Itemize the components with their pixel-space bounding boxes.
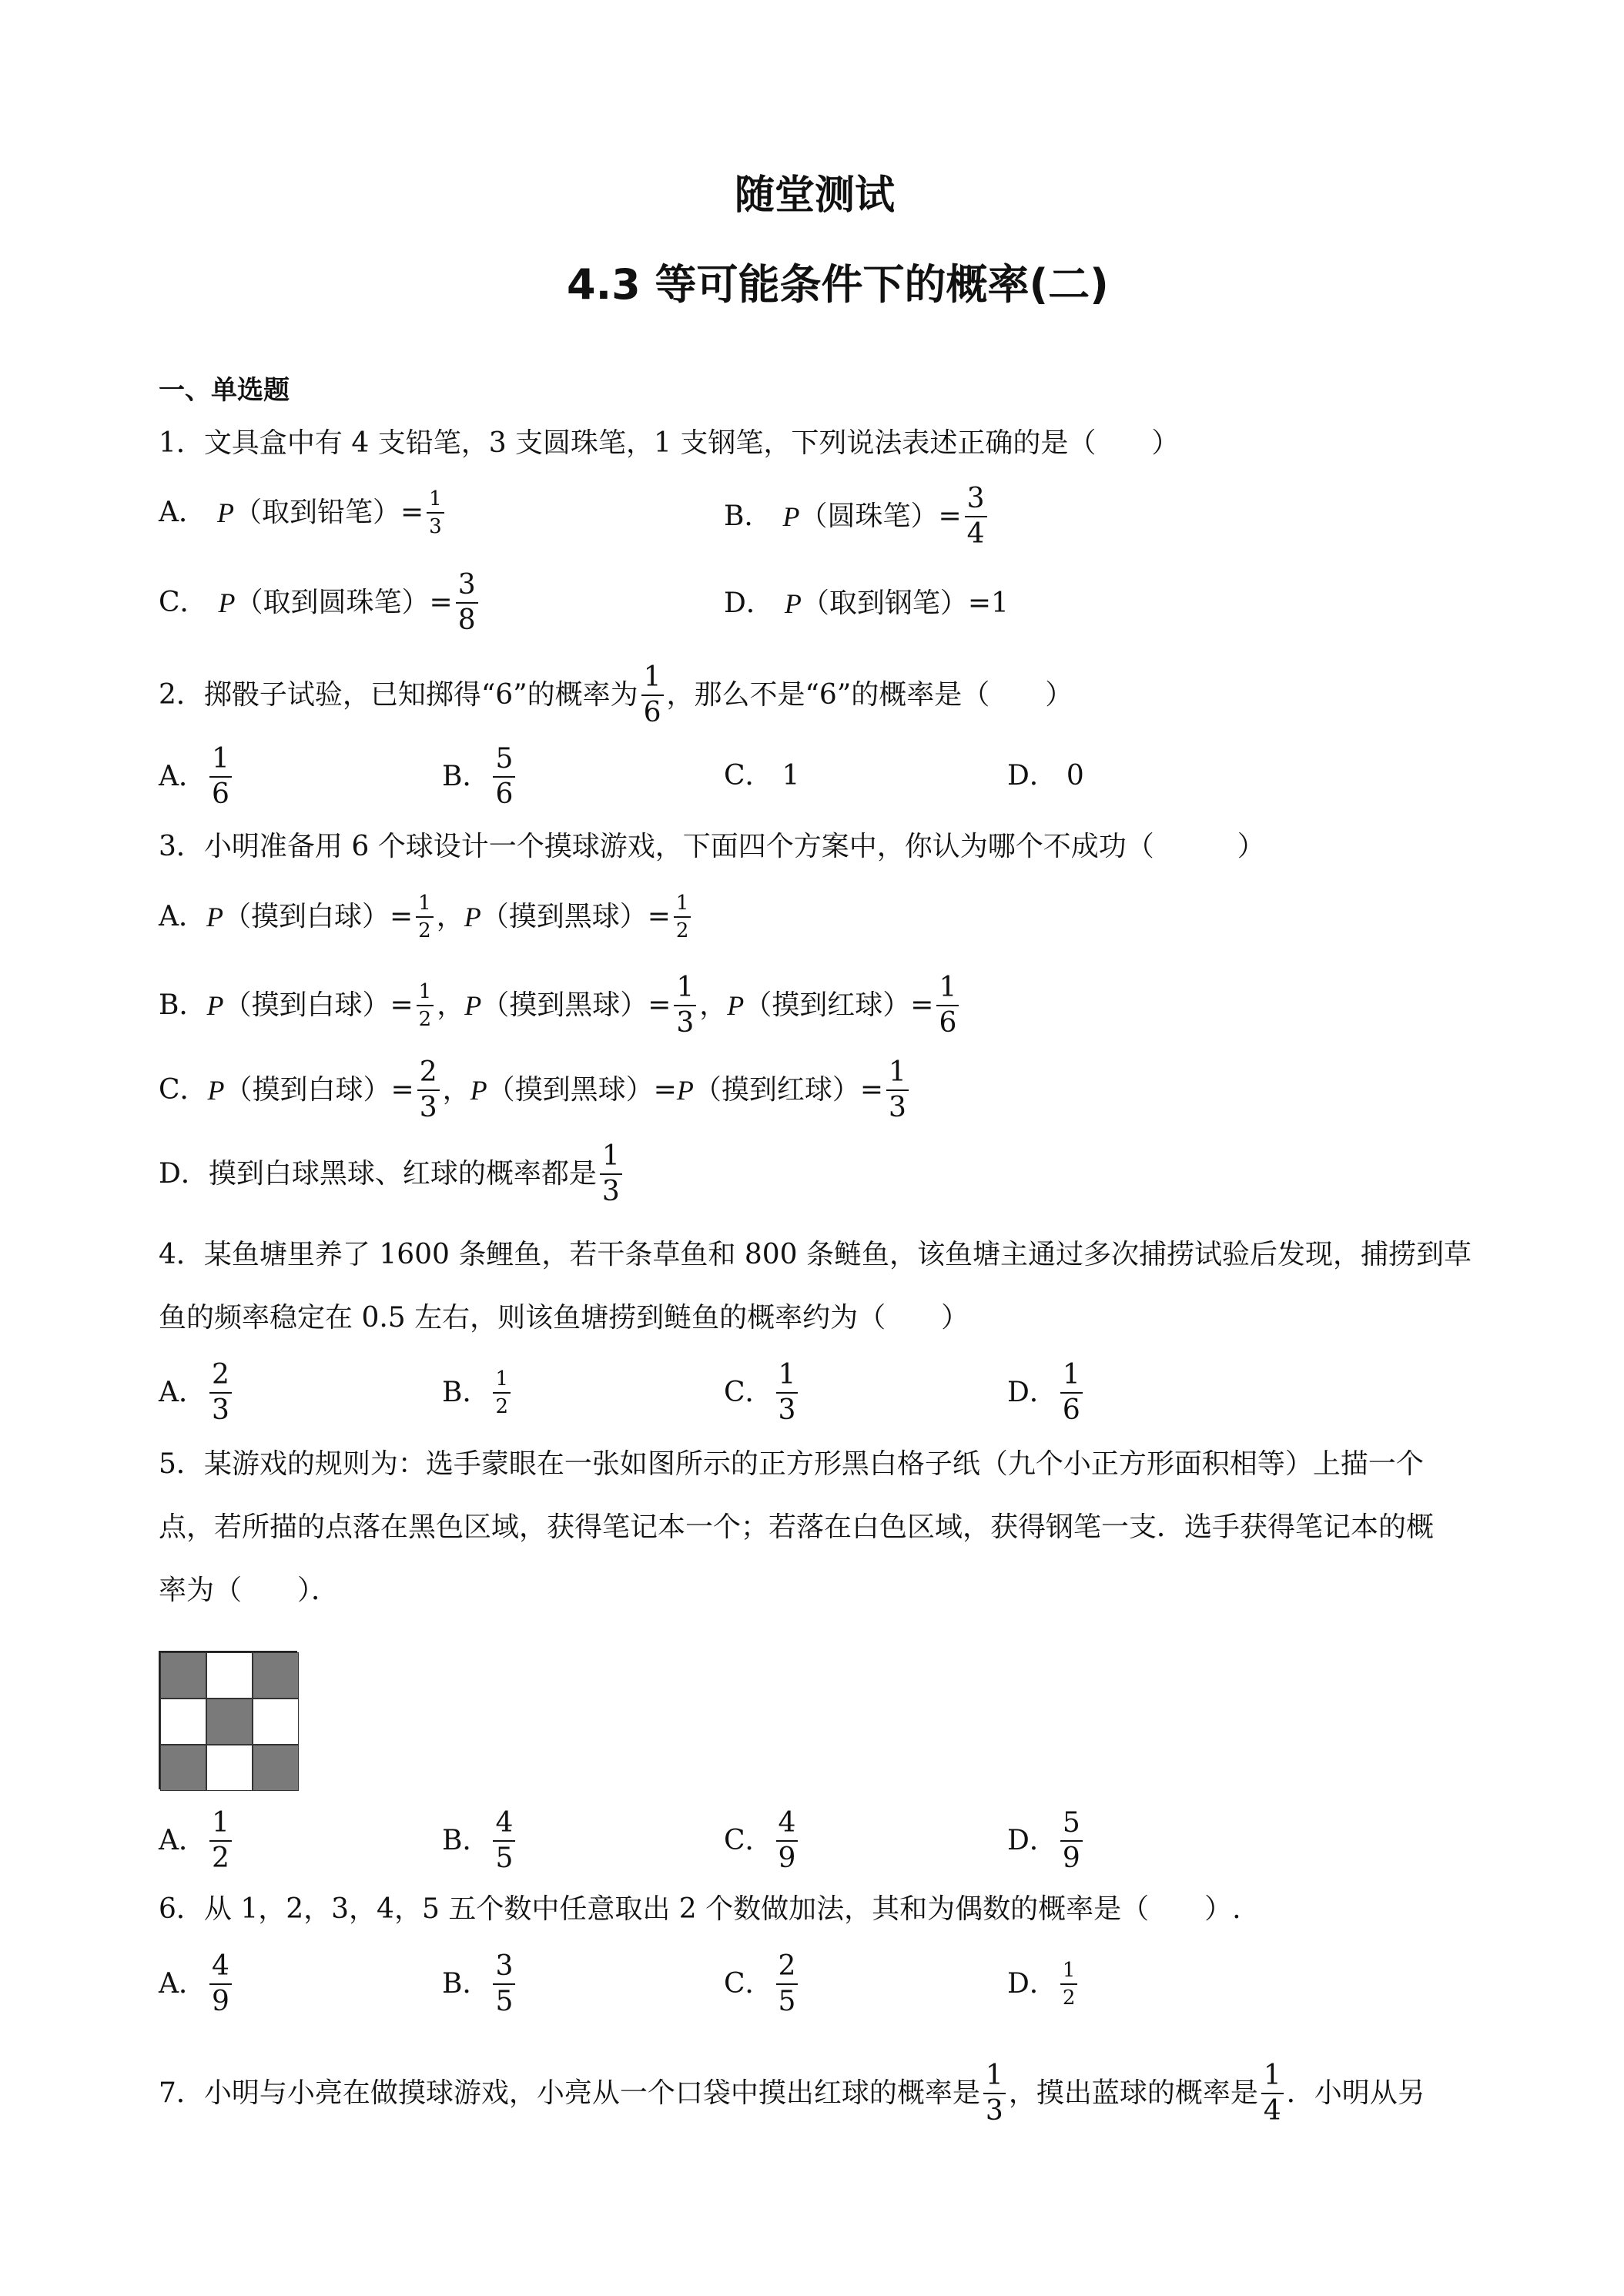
denominator: 3 — [600, 1173, 622, 1206]
fraction — [456, 571, 478, 634]
denominator: 2 — [674, 916, 691, 941]
fraction — [417, 982, 434, 1029]
dark-cell — [253, 1652, 299, 1699]
fraction — [493, 1809, 515, 1873]
prob-symbol: P — [218, 587, 236, 618]
fraction — [641, 661, 664, 728]
option-text: （取到钢笔）=1 — [801, 587, 1009, 619]
option-label: D． — [1007, 760, 1057, 792]
question-5-stem-line2: 点，若所描的点落在黑色区域，获得笔记本一个；若落在白色区域，获得钢笔一支．选手获得笔记本的概 — [159, 1511, 1435, 1543]
fraction — [427, 489, 444, 537]
q4-option-c[interactable] — [724, 1361, 801, 1424]
option-text: （摸到红球）= — [693, 1074, 883, 1106]
option-label: A． — [159, 497, 206, 528]
prob-symbol: P — [727, 990, 745, 1021]
light-cell — [206, 1745, 253, 1791]
numerator: 4 — [778, 1807, 796, 1839]
option-text: （摸到白球）= — [224, 1074, 414, 1106]
option-text: （取到铅笔）= — [234, 497, 424, 528]
option-text: （摸到白球）= — [223, 901, 414, 932]
q5-option-c[interactable] — [724, 1809, 801, 1873]
fraction — [886, 1056, 909, 1123]
q4-option-b[interactable] — [442, 1369, 514, 1417]
q3-option-a[interactable] — [159, 893, 694, 941]
option-label: D． — [159, 1158, 209, 1190]
q1-option-c[interactable] — [159, 571, 481, 634]
fraction — [1060, 1361, 1083, 1424]
fraction — [493, 1369, 511, 1417]
numerator: 1 — [1062, 1959, 1076, 1982]
option-label: D． — [724, 587, 774, 619]
dark-cell — [160, 1652, 206, 1699]
q6-option-c[interactable] — [724, 1950, 801, 2017]
numerator: 1 — [212, 743, 229, 775]
q5-option-b[interactable] — [442, 1809, 518, 1873]
numerator: 3 — [495, 1950, 514, 1982]
denominator: 6 — [936, 1005, 959, 1037]
fraction — [936, 974, 959, 1037]
option-label: A． — [159, 901, 206, 932]
stem-text: ．小明从另 — [1286, 2077, 1425, 2109]
option-label: B． — [724, 500, 772, 532]
q2-option-d[interactable] — [1007, 762, 1084, 790]
question-4-stem-line2: 鱼的频率稳定在 0.5 左右，则该鱼塘捞到鲢鱼的概率约为（ ） — [159, 1302, 969, 1334]
numerator: 3 — [457, 569, 476, 601]
fraction — [1261, 2062, 1284, 2125]
q2-option-b[interactable] — [442, 745, 518, 808]
denominator: 3 — [674, 1005, 696, 1037]
denominator: 3 — [427, 512, 444, 537]
denominator: 4 — [965, 516, 987, 548]
fraction — [1060, 1960, 1078, 2008]
prob-symbol: P — [206, 902, 223, 932]
denominator: 2 — [1060, 1983, 1078, 2008]
prob-symbol: P — [206, 990, 224, 1021]
question-6-stem: 6．从 1，2，3，4，5 五个数中任意取出 2 个数做加法，其和为偶数的概率是（ ）. — [159, 1893, 1241, 1925]
option-label: B． — [442, 1825, 491, 1856]
numerator: 1 — [601, 1140, 620, 1172]
question-2-stem — [159, 661, 1073, 728]
fraction — [983, 2062, 1006, 2125]
option-text: （摸到黑球）= — [481, 989, 671, 1021]
denominator: 3 — [776, 1392, 799, 1424]
numerator: 1 — [985, 2060, 1003, 2091]
option-label: A． — [159, 1968, 206, 2000]
denominator: 3 — [209, 1392, 232, 1424]
page-title: 随堂测试 — [735, 172, 896, 219]
option-label: C． — [159, 587, 208, 618]
option-label: D． — [1007, 1825, 1057, 1856]
fraction — [209, 1361, 232, 1424]
denominator: 5 — [493, 1983, 515, 2016]
option-text: （摸到黑球）= — [481, 901, 671, 932]
fraction — [776, 1361, 799, 1424]
denominator: 9 — [209, 1983, 232, 2016]
q2-option-c[interactable] — [724, 762, 799, 790]
fraction — [776, 1950, 799, 2017]
light-cell — [206, 1652, 253, 1699]
question-1-stem: 1．文具盒中有 4 支铅笔，3 支圆珠笔，1 支钢笔，下列说法表述正确的是（ ） — [159, 427, 1180, 459]
question-4-stem-line1: 4．某鱼塘里养了 1600 条鲤鱼，若干条草鱼和 800 条鲢鱼，该鱼塘主通过多次捕捞试验后发现，捕捞到草 — [159, 1239, 1472, 1270]
question-5-stem-line3: 率为（ ）． — [159, 1575, 340, 1606]
option-value: 1 — [782, 760, 800, 792]
fraction — [674, 893, 691, 941]
numerator: 2 — [212, 1359, 229, 1391]
fraction — [493, 745, 515, 808]
numerator: 1 — [1263, 2060, 1281, 2091]
denominator: 4 — [1261, 2093, 1284, 2125]
q1-option-b[interactable] — [724, 485, 990, 548]
numerator: 1 — [418, 980, 432, 1003]
separator: ， — [436, 901, 464, 932]
option-label: D． — [1007, 1377, 1057, 1408]
option-text: 摸到白球黑球、红球的概率都是 — [208, 1158, 597, 1190]
denominator: 3 — [886, 1089, 909, 1122]
option-text: （取到圆珠笔）= — [235, 587, 453, 618]
q2-option-a[interactable] — [159, 745, 235, 808]
dark-cell — [253, 1745, 299, 1791]
denominator: 2 — [416, 916, 434, 941]
option-text: （摸到白球）= — [223, 989, 414, 1021]
numerator: 4 — [495, 1807, 514, 1839]
numerator: 4 — [212, 1950, 229, 1982]
option-label: D． — [1007, 1968, 1057, 2000]
fraction — [493, 1950, 515, 2017]
page-subtitle: 4.3 等可能条件下的概率(二) — [567, 260, 1109, 309]
checkerboard-figure — [159, 1651, 297, 1789]
light-cell — [160, 1699, 206, 1745]
q1-option-d[interactable] — [724, 587, 1009, 619]
section-heading: 一、单选题 — [159, 375, 290, 406]
denominator: 2 — [417, 1005, 434, 1029]
fraction — [965, 485, 987, 548]
fraction — [776, 1809, 799, 1873]
stem-text: ，摸出蓝球的概率是 — [1008, 2077, 1258, 2109]
q4-option-a[interactable] — [159, 1361, 235, 1424]
fraction — [600, 1140, 622, 1207]
q6-option-d[interactable] — [1007, 1960, 1080, 2008]
dark-cell — [160, 1745, 206, 1791]
denominator: 6 — [641, 694, 664, 727]
numerator: 1 — [212, 1807, 229, 1839]
numerator: 1 — [418, 892, 431, 915]
question-5-stem-line1: 5．某游戏的规则为：选手蒙眼在一张如图所示的正方形黑白格子纸（九个小正方形面积相等）上描一个 — [159, 1448, 1424, 1480]
prob-symbol: P — [784, 588, 802, 619]
denominator: 9 — [776, 1840, 799, 1873]
prob-symbol: P — [782, 501, 800, 532]
fraction — [209, 745, 232, 808]
numerator: 1 — [939, 972, 957, 1003]
option-label: C． — [159, 1074, 208, 1106]
numerator: 3 — [966, 483, 985, 514]
numerator: 1 — [676, 972, 695, 1003]
denominator: 6 — [493, 776, 515, 808]
denominator: 2 — [209, 1840, 232, 1873]
prob-symbol: P — [464, 990, 482, 1021]
option-label: A． — [159, 1377, 206, 1408]
prob-symbol: P — [676, 1075, 694, 1106]
denominator: 3 — [417, 1089, 440, 1122]
denominator: 2 — [493, 1392, 511, 1417]
stem-text: ，那么不是“6”的概率是（ ） — [666, 679, 1073, 711]
numerator: 1 — [675, 892, 689, 915]
numerator: 1 — [495, 1367, 509, 1391]
fraction — [209, 1809, 232, 1873]
light-cell — [253, 1699, 299, 1745]
option-label: C． — [724, 760, 773, 792]
separator: ， — [699, 989, 728, 1021]
numerator: 1 — [429, 487, 442, 510]
prob-symbol: P — [217, 497, 234, 528]
option-text: （摸到黑球）= — [487, 1074, 677, 1106]
q4-option-d[interactable] — [1007, 1361, 1086, 1424]
option-label: C． — [724, 1377, 773, 1408]
numerator: 1 — [643, 661, 661, 693]
prob-symbol: P — [470, 1075, 487, 1106]
option-value: 0 — [1066, 760, 1084, 792]
numerator: 2 — [419, 1056, 437, 1088]
prob-symbol: P — [464, 902, 481, 932]
numerator: 5 — [495, 743, 514, 775]
numerator: 2 — [778, 1950, 796, 1982]
option-label: B． — [442, 1377, 491, 1408]
option-text: （摸到红球）= — [744, 989, 934, 1021]
q5-option-d[interactable] — [1007, 1809, 1086, 1873]
option-label: A． — [159, 761, 206, 792]
prob-symbol: P — [207, 1075, 225, 1106]
denominator: 9 — [1060, 1840, 1083, 1873]
denominator: 3 — [983, 2093, 1006, 2125]
option-label: A． — [159, 1825, 206, 1856]
q6-option-b[interactable] — [442, 1950, 518, 2017]
fraction — [1060, 1809, 1083, 1873]
option-label: B． — [442, 761, 491, 792]
stem-text: 2．掷骰子试验，已知掷得“6”的概率为 — [159, 679, 638, 711]
option-label: C． — [724, 1968, 773, 2000]
denominator: 5 — [493, 1840, 515, 1873]
numerator: 1 — [1062, 1359, 1080, 1391]
option-label: C． — [724, 1825, 773, 1856]
fraction — [674, 974, 696, 1037]
q3-option-b[interactable] — [159, 974, 962, 1037]
denominator: 6 — [1060, 1392, 1083, 1424]
numerator: 5 — [1062, 1807, 1080, 1839]
denominator: 6 — [209, 776, 232, 808]
question-7-stem — [159, 2062, 1425, 2125]
q5-option-a[interactable] — [159, 1809, 235, 1873]
stem-text: 7．小明与小亮在做摸球游戏，小亮从一个口袋中摸出红球的概率是 — [159, 2077, 980, 2109]
fraction — [209, 1950, 232, 2017]
q3-option-c[interactable] — [159, 1056, 912, 1123]
option-label: B． — [159, 989, 207, 1021]
q1-option-a[interactable] — [159, 489, 447, 537]
numerator: 1 — [778, 1359, 796, 1391]
separator: ， — [442, 1074, 470, 1106]
q3-option-d[interactable] — [159, 1140, 625, 1207]
option-label: B． — [442, 1968, 491, 2000]
fraction — [416, 893, 434, 941]
dark-cell — [206, 1699, 253, 1745]
numerator: 1 — [888, 1056, 906, 1088]
q6-option-a[interactable] — [159, 1950, 235, 2017]
denominator: 8 — [456, 602, 478, 634]
denominator: 5 — [776, 1983, 799, 2016]
option-text: （圆珠笔）= — [799, 500, 962, 532]
separator: ， — [437, 989, 465, 1021]
fraction — [417, 1056, 440, 1123]
question-3-stem: 3．小明准备用 6 个球设计一个摸球游戏，下面四个方案中，你认为哪个不成功（ ） — [159, 831, 1265, 862]
